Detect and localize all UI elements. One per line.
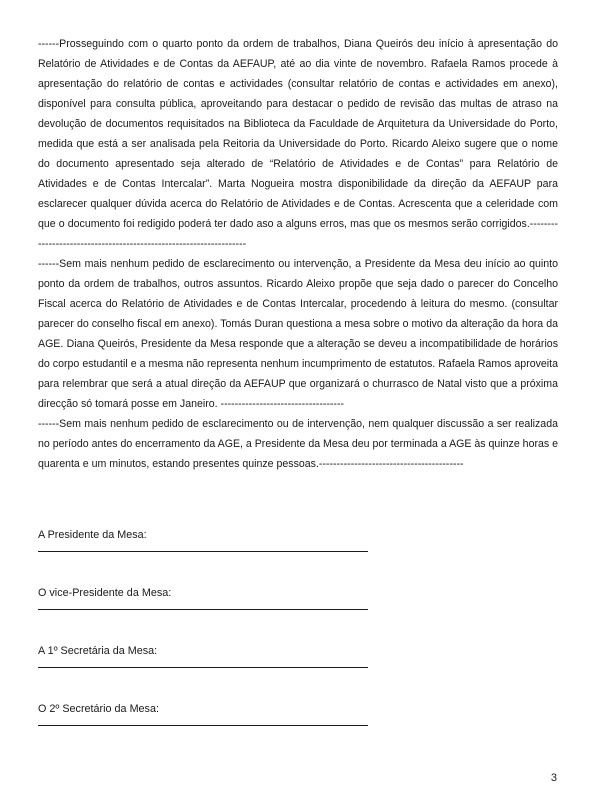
signature-label: A Presidente da Mesa: bbox=[38, 529, 147, 541]
signature-block-second-secretary bbox=[38, 701, 378, 759]
signature-block-vice-president bbox=[38, 585, 378, 643]
page-number: 3 bbox=[550, 772, 557, 784]
signature-line bbox=[38, 608, 368, 610]
minutes-body bbox=[38, 34, 558, 474]
signature-line bbox=[38, 550, 368, 552]
signature-line bbox=[38, 666, 368, 668]
signature-block-president bbox=[38, 527, 378, 585]
signature-section bbox=[38, 527, 378, 759]
signature-line bbox=[38, 724, 368, 726]
paragraph-fourth-point: ------Prosseguindo com o quarto ponto da ordem de trabalhos, Diana Queirós deu início à apresentação do Relatório de Atividades e de Contas da AEFAUP, até ao dia vinte de novembro. Rafaela Ramos procede à apresentação do relatório de contas e actividades (consultar relatório de contas e actividades em anexo), disponível para consulta pública, aproveitando para destacar o pedido de revisão das multas de atraso na devolução de documentos requisitados na Biblioteca da Faculdade de Arquitetura da Universidade do Porto, medida que está a ser analisada pela Reitoria da Universidade do Porto. Ricardo Aleixo sugere que o nome do documento apresentado seja alterado de “Relatório de Atividades e de Contas” para Relatório de Atividades e de Contas Intercalar”. Marta Nogueira mostra disponibilidade da direção da AEFAUP para esclarecer qualquer dúvida acerca do Relatório de Atividades e de Contas. Acrescenta que a celeridade com que o documento foi redigido poderá ter dado aso a alguns erros, mas que os mesmos serão corrigidos.------------------------------------------------------------------- bbox=[38, 38, 558, 250]
paragraph-fifth-point: ------Sem mais nenhum pedido de esclarecimento ou intervenção, a Presidente da Mesa deu início ao quinto ponto da ordem de trabalhos, outros assuntos. Ricardo Aleixo propõe que seja dado o parecer do Concelho Fiscal acerca do Relatório de Atividades e de Contas Intercalar, procedendo à leitura do mesmo. (consultar parecer do conselho fiscal em anexo). Tomás Duran questiona a mesa sobre o motivo da alteração da hora da AGE. Diana Queirós, Presidente da Mesa responde que a alteração se deveu a incompatibilidade de horários do corpo estudantil e a mesma não representa nenhum incumprimento de estatutos. Rafaela Ramos aproveita para relembrar que será a atual direção da AEFAUP que organizará o churrasco de Natal visto que a próxima direcção só tomará posse em Janeiro. ----------------------------------- bbox=[38, 258, 558, 410]
signature-label: A 1º Secretária da Mesa: bbox=[38, 645, 158, 657]
signature-block-first-secretary bbox=[38, 643, 378, 701]
signature-label: O vice-Presidente da Mesa: bbox=[38, 587, 172, 599]
signature-label: O 2º Secretário da Mesa: bbox=[38, 703, 159, 715]
paragraph-closing: ------Sem mais nenhum pedido de esclarecimento ou de intervenção, nem qualquer discussão a ser realizada no período antes do encerramento da AGE, a Presidente da Mesa deu por terminada a AGE às quinze horas e quarenta e um minutos, estando presentes quinze pessoas.----------------------------------------- bbox=[38, 418, 559, 470]
